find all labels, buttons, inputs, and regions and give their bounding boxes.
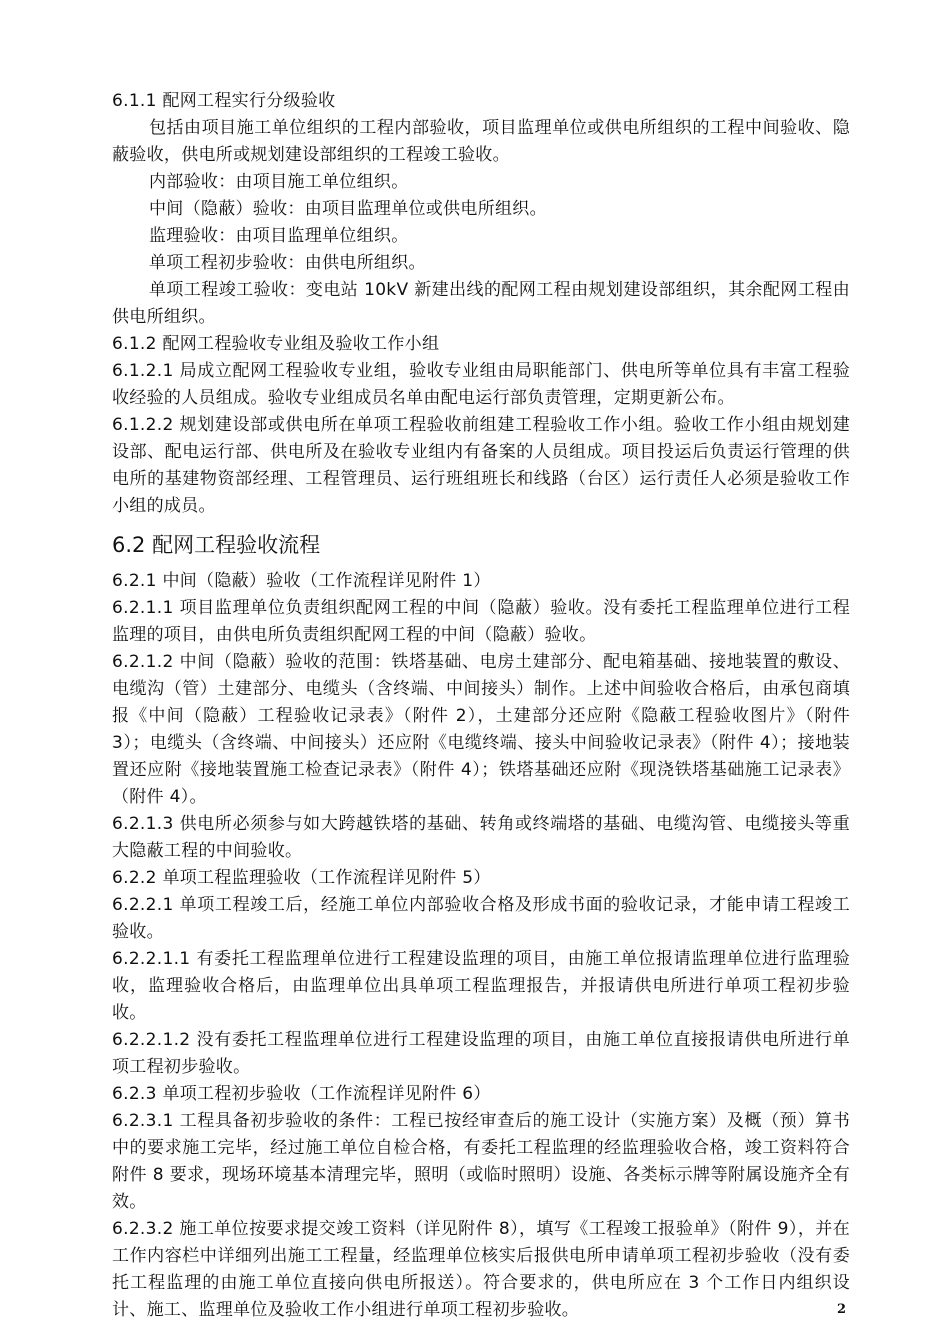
heading-6-1-1: 6.1.1 配网工程实行分级验收 [112,91,336,111]
paragraph-6-2-2-1: 6.2.2.1 单项工程竣工后，经施工单位内部验收合格及形成书面的验收记录，才能申请工程竣工验收。 [112,895,850,942]
heading-6-2-1: 6.2.1 中间（隐蔽）验收（工作流程详见附件 1） [112,571,491,591]
paragraph-6-2-1-3: 6.2.1.3 供电所必须参与如大跨越铁塔的基础、转角或终端塔的基础、电缆沟管、电缆接头等重大隐蔽工程的中间验收。 [112,814,850,861]
paragraph-6-2-3-2: 6.2.3.2 施工单位按要求提交竣工资料（详见附件 8），填写《工程竣工报验单》（附件 9），并在工作内容栏中详细列出施工工程量，经监理单位核实后报供电所申请单项工程初步验收（没有委托工程监理的由施工单位直接向供电所报送）。符合要求的，供电所应在 3 个工作日内组织设计、施工、监理单位及验收工作小组进行单项工程初步验收。 [112,1219,850,1320]
paragraph-6-2-3-1: 6.2.3.1 工程具备初步验收的条件：工程已按经审查后的施工设计（实施方案）及概（预）算书中的要求施工完毕，经过施工单位自检合格，有委托工程监理的经监理验收合格，竣工资料符合附件 8 要求，现场环境基本清理完毕，照明（或临时照明）设施、各类标示牌等附属设施齐全有效。 [112,1111,850,1212]
paragraph-internal-acceptance: 内部验收：由项目施工单位组织。 [149,172,409,192]
paragraph-supervision-acceptance: 监理验收：由项目监理单位组织。 [149,226,409,246]
paragraph-6-2-2-1-1: 6.2.2.1.1 有委托工程监理单位进行工程建设监理的项目，由施工单位报请监理单位进行监理验收，监理验收合格后，由监理单位出具单项工程监理报告，并报请供电所进行单项工程初步验收。 [112,949,850,1023]
heading-6-1-2: 6.1.2 配网工程验收专业组及验收工作小组 [112,334,440,354]
heading-6-2: 6.2 配网工程验收流程 [112,533,321,557]
paragraph-6-2-2-1-2: 6.2.2.1.2 没有委托工程监理单位进行工程建设监理的项目，由施工单位直接报请供电所进行单项工程初步验收。 [112,1030,850,1077]
paragraph-intermediate-acceptance: 中间（隐蔽）验收：由项目监理单位或供电所组织。 [149,199,547,219]
document-body [112,88,850,1324]
paragraph-6-2-1-2: 6.2.1.2 中间（隐蔽）验收的范围：铁塔基础、电房土建部分、配电箱基础、接地装置的敷设、电缆沟（管）土建部分、电缆头（含终端、中间接头）制作。上述中间验收合格后，由承包商填报《中间（隐蔽）工程验收记录表》（附件 2），土建部分还应附《隐蔽工程验收图片》（附件 3）；电缆头（含终端、中间接头）还应附《电缆终端、接头中间验收记录表》（附件 4）；接地装置还应附《接地装置施工检查记录表》（附件 4）；铁塔基础还应附《现浇铁塔基础施工记录表》（附件 4）。 [112,652,850,807]
paragraph-6-1-2-1: 6.1.2.1 局成立配网工程验收专业组，验收专业组由局职能部门、供电所等单位具有丰富工程验收经验的人员组成。验收专业组成员名单由配电运行部负责管理，定期更新公布。 [112,361,850,408]
page-number: 2 [836,1302,846,1317]
paragraph-acceptance-levels: 包括由项目施工单位组织的工程内部验收，项目监理单位或供电所组织的工程中间验收、隐蔽验收，供电所或规划建设部组织的工程竣工验收。 [112,118,850,165]
heading-6-2-2: 6.2.2 单项工程监理验收（工作流程详见附件 5） [112,868,491,888]
paragraph-completion-acceptance: 单项工程竣工验收：变电站 10kV 新建出线的配网工程由规划建设部组织，其余配网工程由供电所组织。 [112,280,850,327]
paragraph-6-2-1-1: 6.2.1.1 项目监理单位负责组织配网工程的中间（隐蔽）验收。没有委托工程监理单位进行工程监理的项目，由供电所负责组织配网工程的中间（隐蔽）验收。 [112,598,850,645]
heading-6-2-3: 6.2.3 单项工程初步验收（工作流程详见附件 6） [112,1084,491,1104]
paragraph-preliminary-acceptance: 单项工程初步验收：由供电所组织。 [149,253,426,273]
paragraph-6-1-2-2: 6.1.2.2 规划建设部或供电所在单项工程验收前组建工程验收工作小组。验收工作小组由规划建设部、配电运行部、供电所及在验收专业组内有备案的人员组成。项目投运后负责运行管理的供电所的基建物资部经理、工程管理员、运行班组班长和线路（台区）运行责任人必须是验收工作小组的成员。 [112,415,850,516]
